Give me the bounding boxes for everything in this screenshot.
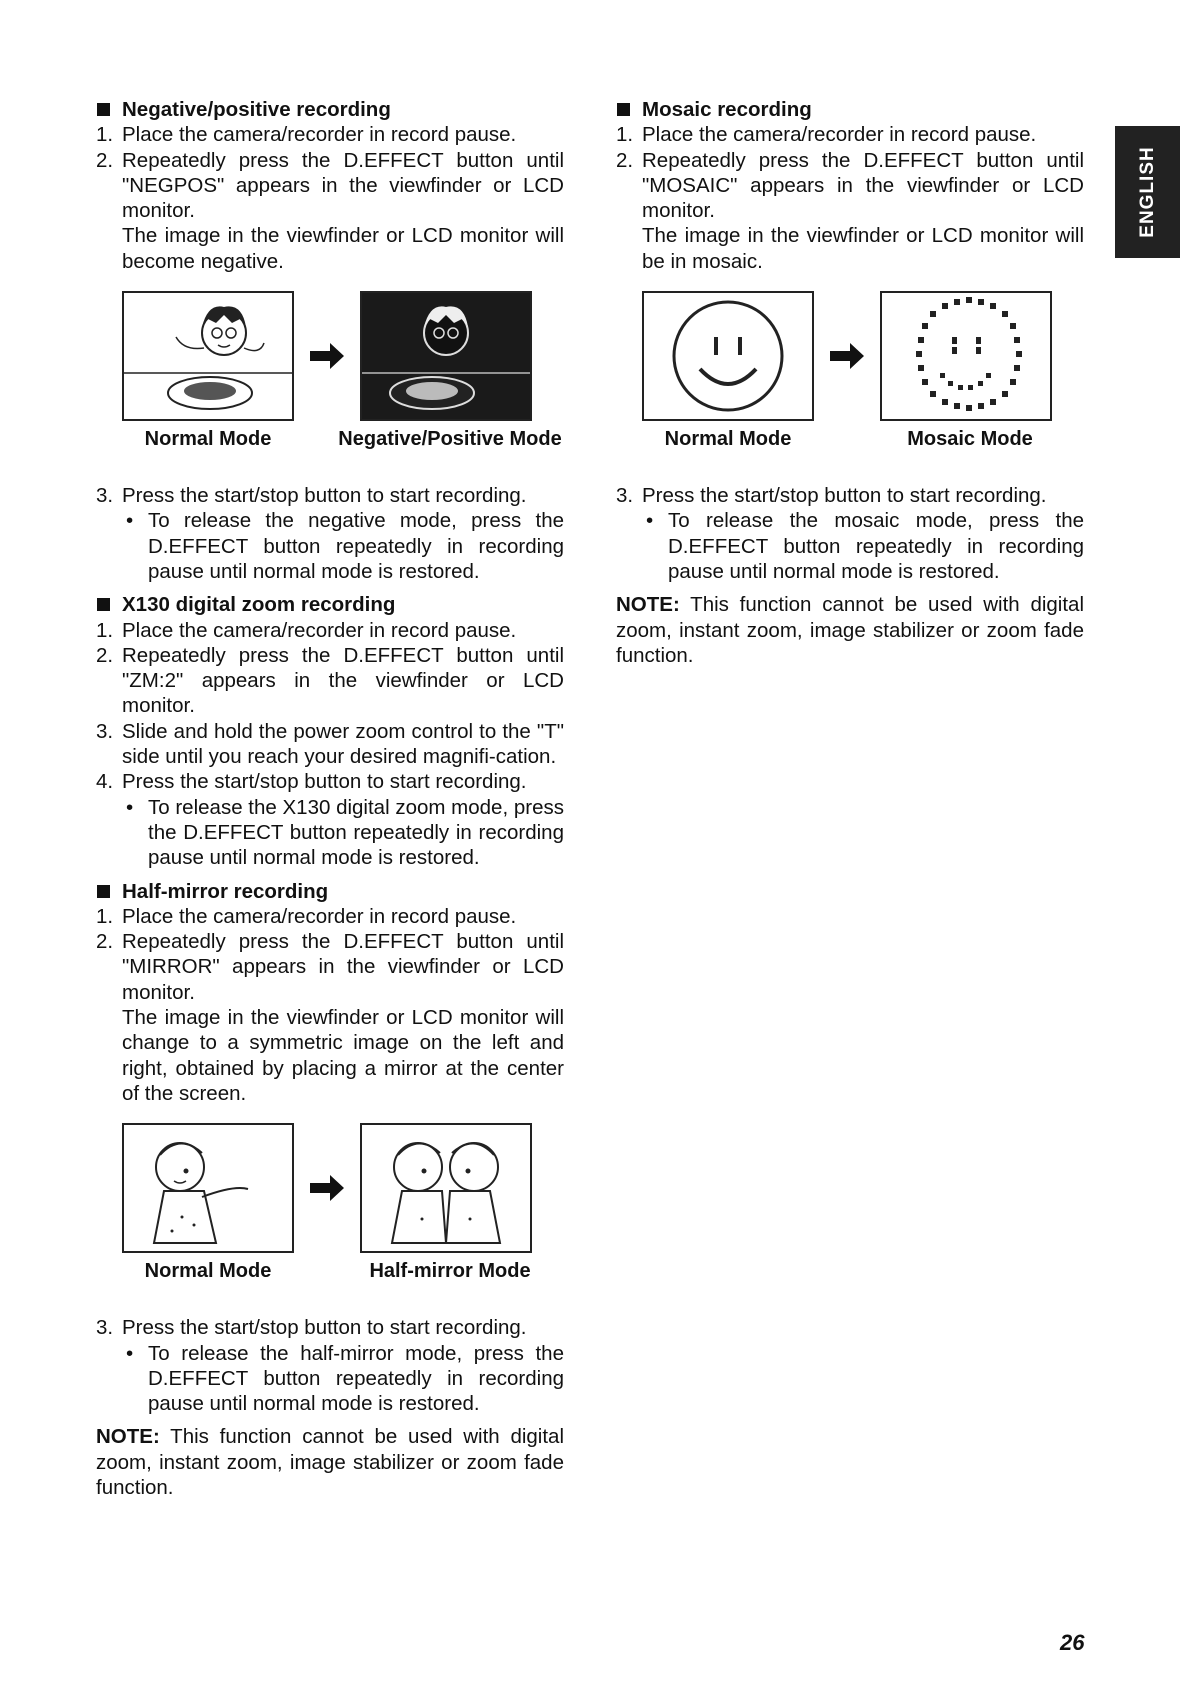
step-item: 3. Slide and hold the power zoom control to the "T" side until you reach your desired magnifi-cation. — [96, 719, 564, 769]
square-bullet-icon — [97, 103, 110, 116]
step-item: 4. Press the start/stop button to start recording. — [96, 770, 527, 794]
square-bullet-icon — [97, 598, 110, 611]
normal-mode-image — [122, 291, 294, 421]
bullet-item: • To release the X130 digital zoom mode, press the D.EFFECT button repeatedly in recording pause until normal mode is restored. — [126, 795, 564, 870]
language-tab-label: ENGLISH — [1136, 146, 1158, 238]
step-item: 1. Place the camera/recorder in record pause. — [96, 904, 517, 928]
page-number: 26 — [1060, 1630, 1085, 1655]
step-item: 2. Repeatedly press the D.EFFECT button until "ZM:2" appears in the viewfinder or LCD monitor. — [96, 643, 564, 718]
note-label: NOTE: — [96, 1425, 160, 1449]
step-item: 1. Place the camera/recorder in record pause. — [616, 123, 1037, 147]
note-label: NOTE: — [616, 593, 680, 617]
step-item-continuation: The image in the viewfinder or LCD monitor will change to a symmetric image on the left and right, obtained by placing a mirror at the center of the screen. — [122, 1006, 564, 1105]
square-bullet-icon — [97, 885, 110, 898]
negative-mode-image — [360, 291, 532, 421]
caption-normal-mode: Normal Mode — [144, 1260, 272, 1283]
square-bullet-icon — [617, 103, 630, 116]
normal-mode-image — [642, 291, 814, 421]
arrow-right-icon — [308, 1173, 346, 1203]
mosaic-mode-image — [880, 291, 1052, 421]
mosaic-figure — [616, 291, 1084, 481]
step-item: 2. Repeatedly press the D.EFFECT button until "NEGPOS" appears in the viewfinder or LCD monitor. — [96, 148, 564, 223]
step-item-continuation: The image in the viewfinder or LCD monitor will be in mosaic. — [642, 224, 1084, 273]
step-item: 3. Press the start/stop button to start recording. — [616, 484, 1047, 508]
caption-normal-mode: Normal Mode — [664, 428, 792, 451]
arrow-right-icon — [828, 341, 866, 371]
left-column — [96, 97, 564, 1500]
bullet-item: • To release the negative mode, press the D.EFFECT button repeatedly in recording pause until normal mode is restored. — [126, 509, 564, 583]
mirror-figure — [96, 1123, 564, 1313]
half-mirror-mode-image — [360, 1123, 532, 1253]
caption-normal-mode: Normal Mode — [144, 428, 272, 451]
section-heading-zoom: X130 digital zoom recording — [96, 592, 564, 617]
note-paragraph — [616, 592, 1084, 668]
language-tab — [1115, 126, 1180, 258]
step-item-continuation: The image in the viewfinder or LCD monitor will become negative. — [122, 224, 564, 273]
step-item: 1. Place the camera/recorder in record pause. — [96, 123, 517, 147]
caption-negative-positive-mode: Negative/Positive Mode — [338, 428, 562, 451]
right-column — [616, 97, 1084, 668]
normal-mode-image — [122, 1123, 294, 1253]
section-heading-mosaic: Mosaic recording — [616, 97, 1084, 122]
bullet-item: • To release the mosaic mode, press the D.EFFECT button repeatedly in recording pause until normal mode is restored. — [646, 509, 1084, 583]
note-paragraph — [96, 1424, 564, 1500]
caption-half-mirror-mode: Half-mirror Mode — [369, 1260, 531, 1283]
section-heading-negpos: Negative/positive recording — [96, 97, 564, 122]
step-item: 1. Place the camera/recorder in record pause. — [96, 618, 517, 642]
step-item: 3. Press the start/stop button to start recording. — [96, 484, 527, 508]
arrow-right-icon — [308, 341, 346, 371]
negpos-figure — [96, 291, 564, 481]
caption-mosaic-mode: Mosaic Mode — [907, 428, 1033, 451]
bullet-item: • To release the half-mirror mode, press the D.EFFECT button repeatedly in recording pause until normal mode is restored. — [126, 1341, 564, 1416]
note-text: This function cannot be used with digital zoom, instant zoom, image stabilizer or zoom fade function. — [96, 1425, 565, 1499]
step-item: 2. Repeatedly press the D.EFFECT button until "MOSAIC" appears in the viewfinder or LCD monitor. — [616, 148, 1084, 223]
section-heading-mirror: Half-mirror recording — [96, 879, 564, 904]
step-item: 3. Press the start/stop button to start recording. — [96, 1316, 527, 1340]
note-text: This function cannot be used with digital zoom, instant zoom, image stabilizer or zoom fade function. — [616, 593, 1085, 667]
step-item: 2. Repeatedly press the D.EFFECT button until "MIRROR" appears in the viewfinder or LCD monitor. — [96, 930, 564, 1004]
